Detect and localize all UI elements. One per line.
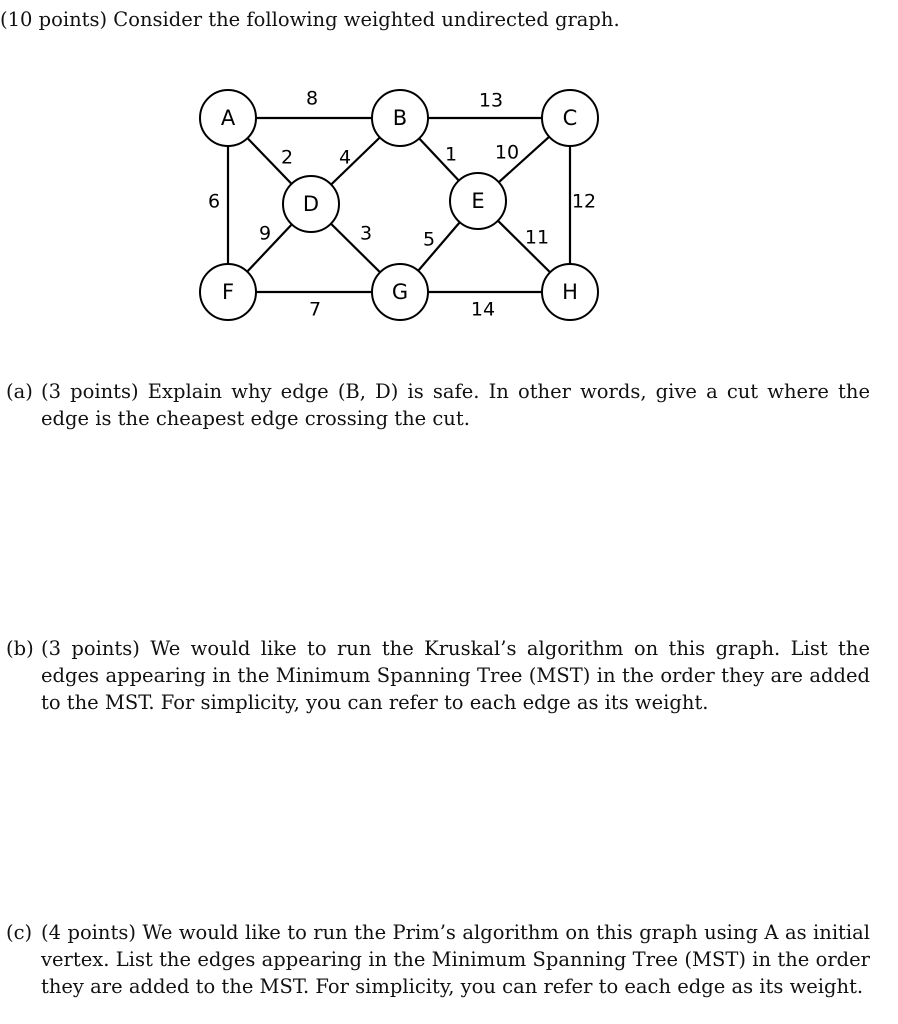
edge-weight-B-E: 1 [444,143,458,166]
question-a-text: (3 points) Explain why edge (B, D) is safe. In other words, give a cut where the edge is the cheapest edge crossing the cut. [41,380,870,430]
node-label-H: H [562,280,578,304]
question-b [0,635,870,716]
question-b-text: (3 points) We would like to run the Kruskal’s algorithm on this graph. List the edges appearing in the Minimum Spanning Tree (MST) in the order they are added to the MST. For simplicity, you can refer to each edge as its weight. [41,637,870,714]
node-label-E: E [471,189,485,213]
node-label-B: B [392,106,408,130]
edge-weight-D-G: 3 [359,222,373,245]
node-label-F: F [221,280,235,304]
graph-diagram [0,0,898,340]
edge-weight-A-F: 6 [207,190,221,213]
edge-weight-G-H: 14 [470,298,496,321]
question-a [0,378,870,432]
edge-weight-F-D: 9 [258,222,272,245]
edge-weight-G-E: 5 [422,228,436,251]
question-c-label: (c) [6,921,33,944]
node-E [450,173,506,229]
question-c-text: (4 points) We would like to run the Prim’s algorithm on this graph using A as initial vertex. List the edges appearing in the Minimum Spanning Tree (MST) in the order they are added to the MST. For simplicity, you can refer to each edge as its weight. [41,921,870,998]
node-label-C: C [562,106,578,130]
node-D [283,176,339,232]
node-A [200,90,256,146]
edge-weight-A-B: 8 [305,87,319,110]
edge-weight-C-H: 12 [571,190,597,213]
question-b-label: (b) [6,637,34,660]
question-c [0,919,870,1000]
node-label-G: G [391,280,409,304]
edge-weight-E-H: 11 [524,226,550,249]
node-C [542,90,598,146]
node-label-A: A [220,106,236,130]
node-G [372,264,428,320]
question-a-label: (a) [6,380,33,403]
node-label-D: D [302,192,320,216]
edge-weight-D-B: 4 [338,146,352,169]
node-H [542,264,598,320]
edge-weight-E-C: 10 [494,141,520,164]
node-F [200,264,256,320]
node-B [372,90,428,146]
edge-weight-A-D: 2 [280,146,294,169]
edge-weight-F-G: 7 [308,298,322,321]
edge-weight-B-C: 13 [478,89,504,112]
problem-intro: (10 points) Consider the following weighted undirected graph. [0,8,620,31]
